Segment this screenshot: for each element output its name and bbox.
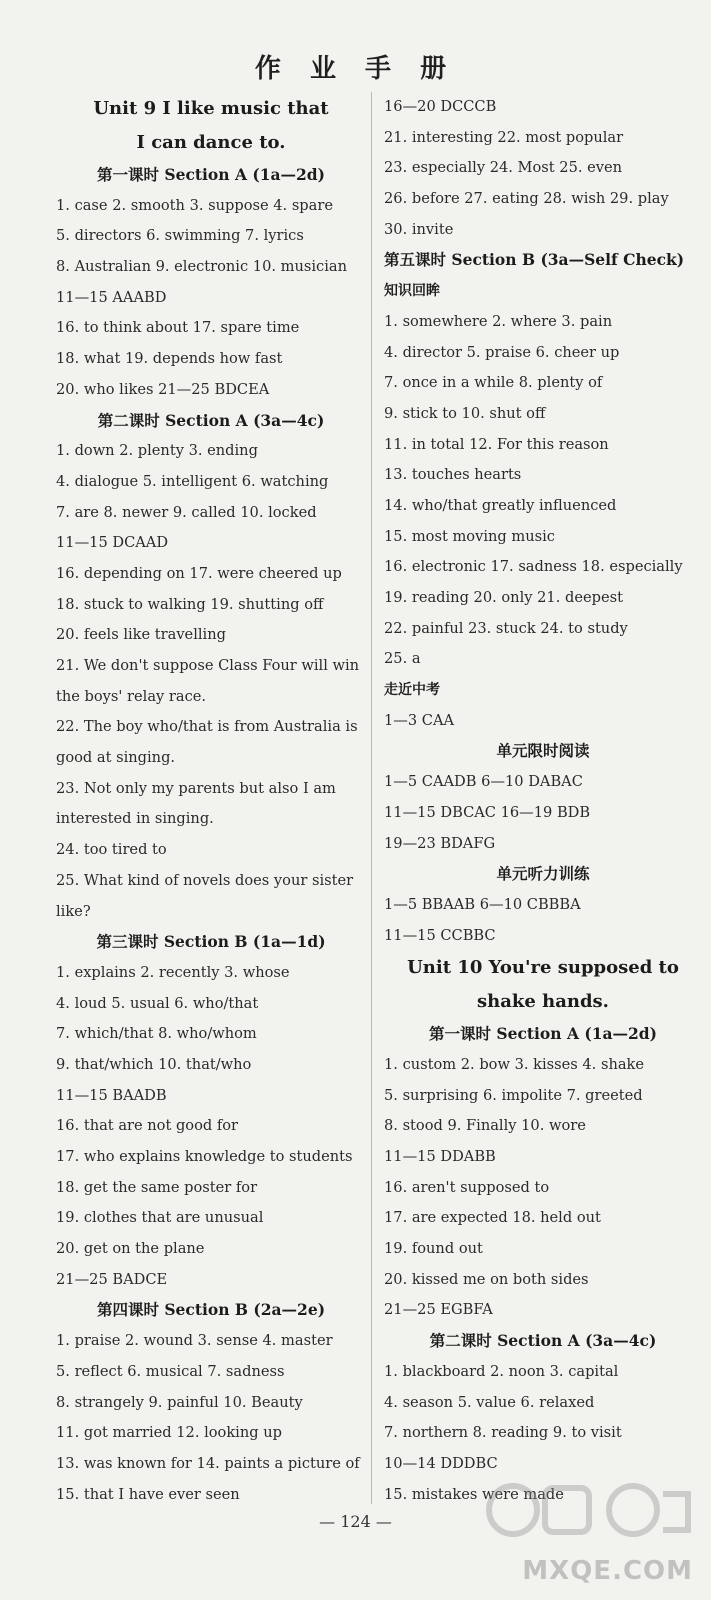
answer-line: 5. directors 6. swimming 7. lyrics bbox=[56, 227, 304, 245]
answer-line: 8. Australian 9. electronic 10. musician bbox=[56, 258, 347, 276]
answer-line: 13. was known for 14. paints a picture of bbox=[56, 1454, 360, 1472]
answer-line: 23. especially 24. Most 25. even bbox=[384, 159, 623, 177]
answer-line: 26. before 27. eating 28. wish 29. play bbox=[384, 190, 669, 208]
answer-line: 15. that I have ever seen bbox=[56, 1485, 240, 1503]
subsection-heading: 走近中考 bbox=[384, 682, 440, 699]
left-answer-column bbox=[56, 92, 366, 1510]
unit-heading: Unit 9 I like music that bbox=[93, 98, 329, 119]
answer-line: 4. dialogue 5. intelligent 6. watching bbox=[56, 472, 329, 490]
lesson-heading: 第二课时 Section A (3a—4c) bbox=[429, 1331, 657, 1351]
answer-line: 23. Not only my parents but also I am bbox=[56, 779, 336, 797]
answer-line: 1. down 2. plenty 3. ending bbox=[56, 442, 258, 460]
subsection-heading: 知识回眸 bbox=[384, 283, 440, 300]
answer-line: 14. who/that greatly influenced bbox=[384, 496, 617, 514]
page-number: — 124 — bbox=[319, 1512, 392, 1531]
answer-line: 8. strangely 9. painful 10. Beauty bbox=[56, 1393, 303, 1411]
answer-line: 19. reading 20. only 21. deepest bbox=[384, 589, 623, 606]
lesson-heading: 第四课时 Section B (2a—2e) bbox=[96, 1300, 326, 1320]
answer-line: 13. touches hearts bbox=[384, 466, 522, 484]
answer-line: 15. mistakes were made bbox=[384, 1485, 564, 1503]
section-heading: 单元限时阅读 bbox=[496, 741, 590, 761]
answer-line: 18. get the same poster for bbox=[56, 1178, 258, 1196]
answer-line: 11—15 BAADB bbox=[56, 1086, 167, 1104]
answer-line: 7. northern 8. reading 9. to visit bbox=[384, 1424, 622, 1442]
answer-line: 20. who likes 21—25 BDCEA bbox=[56, 380, 270, 398]
lesson-heading: 第三课时 Section B (1a—1d) bbox=[96, 932, 326, 952]
answer-line: 16. aren't supposed to bbox=[384, 1178, 550, 1196]
answer-line: 4. loud 5. usual 6. who/that bbox=[56, 994, 259, 1012]
answer-line: 15. most moving music bbox=[384, 527, 555, 545]
answer-line: 1. praise 2. wound 3. sense 4. master bbox=[56, 1332, 333, 1350]
answer-line: 21—25 EGBFA bbox=[384, 1301, 493, 1319]
lesson-heading: 第一课时 Section A (1a—2d) bbox=[97, 165, 325, 184]
answer-line: 11—15 CCBBC bbox=[384, 926, 496, 944]
answer-line: 11—15 DCAAD bbox=[56, 534, 169, 552]
answer-line: 16. to think about 17. spare time bbox=[56, 319, 300, 337]
answer-line: 30. invite bbox=[384, 220, 454, 238]
answer-line: 21. interesting 22. most popular bbox=[384, 128, 624, 146]
answer-line: 8. stood 9. Finally 10. wore bbox=[384, 1117, 586, 1135]
answer-line: 16—20 DCCCB bbox=[384, 98, 497, 115]
answer-line: 25. What kind of novels does your sister bbox=[56, 871, 354, 889]
answer-line: 19—23 BDAFG bbox=[384, 834, 496, 852]
answer-line: 1. somewhere 2. where 3. pain bbox=[384, 312, 613, 330]
answer-line: 1. blackboard 2. noon 3. capital bbox=[384, 1362, 619, 1380]
lesson-heading: 第二课时 Section A (3a—4c) bbox=[97, 410, 325, 430]
answer-line: 10—14 DDDBC bbox=[384, 1454, 498, 1472]
answer-line: 11. in total 12. For this reason bbox=[384, 435, 609, 453]
watermark-logo-icon bbox=[483, 1474, 703, 1554]
answer-line: 17. who explains knowledge to students bbox=[56, 1148, 353, 1165]
answer-line: 11—15 DDABB bbox=[384, 1148, 496, 1165]
right-answer-column bbox=[384, 92, 702, 1510]
answer-line: 1—5 CAADB 6—10 DABAC bbox=[384, 773, 583, 791]
answer-line: 1—5 BBAAB 6—10 CBBBA bbox=[384, 895, 581, 913]
section-heading: 单元听力训练 bbox=[496, 864, 590, 884]
watermark-site-text: MXQE.COM bbox=[522, 1556, 693, 1586]
answer-line: 4. director 5. praise 6. cheer up bbox=[384, 343, 620, 361]
answer-line: 22. painful 23. stuck 24. to study bbox=[384, 619, 628, 637]
answer-line: 20. get on the plane bbox=[56, 1240, 205, 1258]
answer-line: 21. We don't suppose Class Four will win bbox=[56, 657, 360, 674]
answer-line: 1. explains 2. recently 3. whose bbox=[56, 963, 290, 981]
answer-line: like? bbox=[56, 902, 91, 920]
answer-line: the boys' relay race. bbox=[56, 687, 207, 705]
unit-heading: shake hands. bbox=[477, 991, 609, 1013]
unit-heading: I can dance to. bbox=[136, 132, 286, 153]
answer-line: 19. clothes that are unusual bbox=[56, 1209, 264, 1227]
answer-line: 16. depending on 17. were cheered up bbox=[56, 564, 342, 582]
answer-line: 19. found out bbox=[384, 1240, 483, 1258]
answer-line: 17. are expected 18. held out bbox=[384, 1209, 601, 1227]
answer-line: 25. a bbox=[384, 650, 421, 668]
lesson-heading: 第五课时 Section B (3a—Self Check) bbox=[384, 250, 685, 270]
answer-line: 21—25 BADCE bbox=[56, 1270, 168, 1288]
answer-line: 1. case 2. smooth 3. suppose 4. spare bbox=[56, 196, 333, 214]
answer-line: 5. surprising 6. impolite 7. greeted bbox=[384, 1086, 643, 1104]
answer-line: 9. stick to 10. shut off bbox=[384, 404, 546, 422]
page-title: 作 业 手 册 bbox=[254, 54, 457, 84]
answer-line: 18. what 19. depends how fast bbox=[56, 350, 283, 368]
answer-line: interested in singing. bbox=[56, 810, 214, 828]
answer-line: 11—15 AAABD bbox=[56, 288, 167, 306]
answer-line: 20. feels like travelling bbox=[56, 626, 226, 644]
answer-line: 16. electronic 17. sadness 18. especially bbox=[384, 558, 683, 576]
answer-line: 7. once in a while 8. plenty of bbox=[384, 374, 603, 392]
answer-line: 1. custom 2. bow 3. kisses 4. shake bbox=[384, 1055, 645, 1073]
answer-line: 16. that are not good for bbox=[56, 1117, 239, 1135]
answer-line: 11—15 DBCAC 16—19 BDB bbox=[384, 803, 591, 821]
answer-line: 7. are 8. newer 9. called 10. locked bbox=[56, 503, 317, 521]
answer-line: 11. got married 12. looking up bbox=[56, 1424, 282, 1442]
unit-heading: Unit 10 You're supposed to bbox=[407, 957, 679, 979]
answer-line: good at singing. bbox=[56, 749, 176, 767]
answer-line: 9. that/which 10. that/who bbox=[56, 1055, 252, 1073]
answer-line: 24. too tired to bbox=[56, 841, 167, 859]
lesson-heading: 第一课时 Section A (1a—2d) bbox=[429, 1024, 657, 1044]
column-divider bbox=[371, 92, 372, 1504]
answer-line: 7. which/that 8. who/whom bbox=[56, 1025, 257, 1043]
answer-line: 5. reflect 6. musical 7. sadness bbox=[56, 1362, 285, 1380]
answer-line: 22. The boy who/that is from Australia is bbox=[56, 718, 358, 736]
answer-line: 18. stuck to walking 19. shutting off bbox=[56, 595, 324, 613]
answer-line: 1—3 CAA bbox=[384, 711, 455, 729]
answer-line: 4. season 5. value 6. relaxed bbox=[384, 1393, 595, 1411]
answer-line: 20. kissed me on both sides bbox=[384, 1270, 589, 1288]
